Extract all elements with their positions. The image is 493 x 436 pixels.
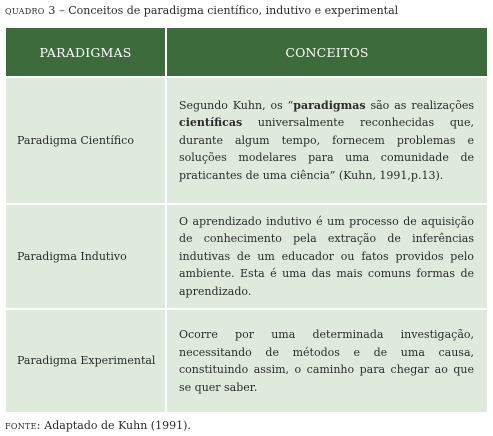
table-row xyxy=(6,205,487,310)
paradigm-name: Paradigma Indutivo xyxy=(6,205,167,310)
paradigm-concept: Ocorre por uma determinada investigação, necessitando de métodos e de uma causa, constituindo assim, o caminho para chegar ao que se quer saber. xyxy=(167,310,487,412)
caption-text: – Conceitos de paradigma científico, indutivo e experimental xyxy=(55,4,399,17)
concept-text: universalmente reconhecidas que, durante algum tempo, fornecem problemas e soluções modelares para uma comunidade de praticantes de uma ciência” (Kuhn, 1991,p.13). xyxy=(179,116,474,182)
header-conceitos: CONCEITOS xyxy=(167,28,487,78)
table-header-row xyxy=(6,28,487,78)
paradigm-name: Paradigma Científico xyxy=(6,78,167,205)
paradigms-table xyxy=(6,28,487,412)
table-caption xyxy=(5,4,398,18)
paradigm-concept xyxy=(167,78,487,205)
table-row xyxy=(6,310,487,412)
concept-bold-text: científicas xyxy=(179,116,243,130)
table-source xyxy=(5,419,191,433)
source-label: fonte: xyxy=(5,419,41,432)
concept-text: Segundo Kuhn, os “ xyxy=(179,98,294,112)
concept-bold-text: paradigmas xyxy=(293,98,366,112)
table-row xyxy=(6,78,487,205)
source-text: Adaptado de Kuhn (1991). xyxy=(40,419,191,432)
caption-label: quadro 3 xyxy=(5,4,56,17)
header-paradigmas: PARADIGMAS xyxy=(6,28,167,78)
paradigm-name: Paradigma Experimental xyxy=(6,310,167,412)
paradigm-concept: O aprendizado indutivo é um processo de aquisição de conhecimento pela extração de inferências indutivas de um educador ou fatos providos pelo ambiente. Esta é uma das mais comuns formas de aprendizado. xyxy=(167,205,487,310)
concept-text: são as realizações xyxy=(365,98,474,112)
